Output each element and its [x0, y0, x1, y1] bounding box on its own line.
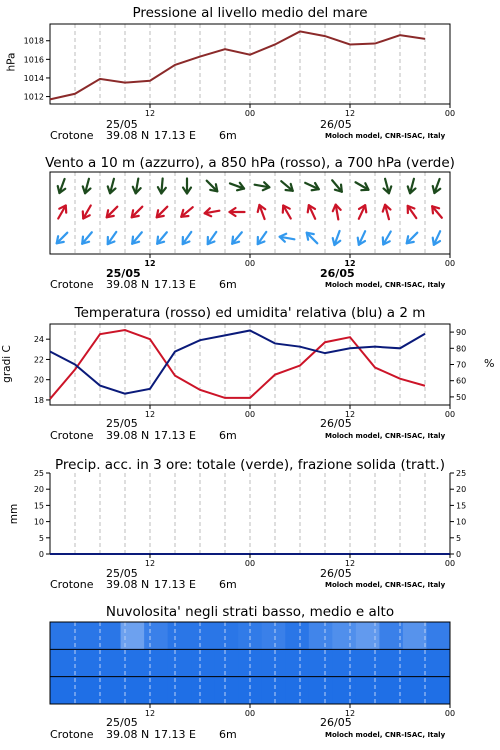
x-tick-label: 00 [444, 259, 456, 268]
cloud-cell [168, 622, 192, 649]
wind-date-1: 25/05 [106, 267, 141, 280]
wind-arrow [157, 232, 167, 243]
cloud-cell [121, 622, 145, 649]
wind-lat: 39.08 N [106, 278, 150, 291]
wind-arrow [57, 233, 68, 244]
wind-title: Vento a 10 m (azzurro), a 850 hPa (rosso), a 700 hPa (verde) [45, 155, 455, 171]
cloud-cell [215, 649, 239, 676]
cloud-lon: 17.13 E [154, 728, 196, 741]
cloud-cell [309, 622, 333, 649]
wind-arrow [383, 232, 391, 245]
wind-arrow [108, 232, 117, 244]
precip-elevation: 6m [219, 578, 237, 591]
cloud-cell [403, 677, 427, 704]
x-tick-label: 12 [144, 559, 156, 568]
pressure-date-1: 25/05 [106, 118, 138, 131]
pressure-line [50, 31, 425, 99]
wind-date-2: 26/05 [320, 267, 355, 280]
pressure-title: Pressione al livello medio del mare [132, 5, 368, 21]
y2-tick-label: 20 [456, 485, 467, 495]
x-tick-label: 12 [344, 109, 356, 118]
y2-tick-label: 15 [456, 501, 467, 511]
cloud-cell [356, 677, 380, 704]
cloud-credit: Moloch model, CNR-ISAC, Italy [325, 731, 446, 739]
wind-arrow [83, 179, 91, 193]
y2-tick-label: 80 [456, 344, 467, 354]
wind-arrow [307, 233, 318, 244]
y2-tick-label: 70 [456, 360, 467, 370]
wind-arrow [408, 206, 417, 218]
y-tick-label: 24 [33, 335, 44, 345]
precip-lat: 39.08 N [106, 578, 150, 591]
cloud-cell [74, 649, 98, 676]
cloud-title: Nuvolosita' negli strati basso, medio e alto [105, 604, 395, 620]
wind-arrow [383, 205, 391, 219]
wind-arrow [132, 207, 143, 218]
pressure-location: Crotone [50, 129, 94, 142]
wind-arrow [308, 205, 315, 219]
x-tick-label: 00 [444, 109, 456, 118]
x-tick-label: 00 [244, 709, 256, 718]
cloud-cell [426, 649, 450, 676]
y-tick-label: 15 [33, 501, 44, 511]
wind-arrow [232, 232, 242, 243]
precip-location: Crotone [50, 578, 94, 591]
x-tick-label: 12 [144, 709, 156, 718]
cloud-cell [403, 649, 427, 676]
temp-credit: Moloch model, CNR-ISAC, Italy [325, 432, 446, 440]
wind-arrow [107, 207, 118, 218]
wind-arrow [83, 206, 91, 219]
cloud-cell [332, 622, 356, 649]
precip-panel [0, 450, 500, 595]
cloud-cell [74, 622, 98, 649]
y-tick-label: 5 [38, 533, 44, 543]
x-tick-label: 12 [344, 410, 356, 419]
precip-title: Precip. acc. in 3 ore: totale (verde), frazione solida (tratt.) [55, 457, 445, 473]
precip-ylabel: mm [8, 503, 21, 525]
wind-arrow [230, 208, 245, 216]
y2-tick-label: 5 [456, 533, 462, 543]
wind-arrow [258, 205, 266, 219]
y2-tick-label: 90 [456, 328, 467, 338]
cloud-cell [168, 677, 192, 704]
wind-arrow [432, 206, 442, 217]
wind-arrow [433, 179, 441, 193]
temp-date-1: 25/05 [106, 417, 138, 430]
cloud-cell [144, 677, 168, 704]
cloud-cell [426, 677, 450, 704]
y2-tick-label: 60 [456, 376, 467, 386]
cloud-elevation: 6m [219, 728, 237, 741]
x-tick-label: 12 [344, 709, 356, 718]
precip-date-2: 26/05 [320, 567, 352, 580]
y-tick-label: 1018 [23, 36, 44, 46]
x-tick-label: 00 [244, 259, 256, 268]
y2-tick-label: 50 [456, 392, 467, 402]
y2-tick-label: 0 [456, 550, 462, 559]
cloud-cell [168, 649, 192, 676]
cloud-cell [356, 649, 380, 676]
temp-title: Temperatura (rosso) ed umidita' relativa (blu) a 2 m [74, 305, 426, 321]
cloud-cell [285, 622, 309, 649]
cloud-lat: 39.08 N [106, 728, 150, 741]
cloud-cell [191, 622, 215, 649]
pressure-date-2: 26/05 [320, 118, 352, 131]
wind-arrow [133, 179, 141, 194]
wind-arrow [408, 179, 416, 193]
temp-lon: 17.13 E [154, 429, 196, 442]
cloud-cell [144, 622, 168, 649]
x-tick-label: 00 [244, 559, 256, 568]
wind-arrow [183, 179, 191, 194]
pressure-lon: 17.13 E [154, 129, 196, 142]
wind-arrow [205, 208, 220, 216]
cloud-cell [50, 622, 74, 649]
y-tick-label: 1016 [23, 55, 44, 65]
wind-arrow [258, 232, 267, 244]
temp-lat: 39.08 N [106, 429, 150, 442]
cloud-cell [426, 622, 450, 649]
x-tick-label: 12 [144, 259, 156, 268]
y-tick-label: 18 [33, 395, 44, 405]
wind-arrow [333, 231, 341, 245]
wind-arrow [332, 180, 342, 191]
wind-arrow [280, 234, 295, 242]
cloud-date-2: 26/05 [320, 716, 352, 729]
temp-plot [0, 300, 500, 445]
cloud-date-1: 25/05 [106, 716, 138, 729]
x-tick-label: 12 [144, 109, 156, 118]
cloud-cell [50, 677, 74, 704]
cloud-cell [403, 622, 427, 649]
cloud-cell [309, 649, 333, 676]
pressure-credit: Moloch model, CNR-ISAC, Italy [325, 132, 446, 140]
cloud-cell [262, 677, 286, 704]
wind-arrow [384, 179, 392, 193]
wind-arrow [207, 181, 218, 192]
wind-lon: 17.13 E [154, 278, 196, 291]
pressure-plot [0, 0, 500, 145]
wind-arrow [158, 179, 166, 194]
cloud-cell [332, 677, 356, 704]
y-tick-label: 1012 [23, 92, 44, 102]
pressure-elevation: 6m [219, 129, 237, 142]
cloud-location: Crotone [50, 728, 94, 741]
y-tick-label: 20 [33, 375, 44, 385]
temp-date-2: 26/05 [320, 417, 352, 430]
cloud-cell [215, 677, 239, 704]
cloud-cell [285, 649, 309, 676]
temp-location: Crotone [50, 429, 94, 442]
x-tick-label: 12 [344, 259, 356, 268]
cloud-cell [121, 649, 145, 676]
cloud-cell [332, 649, 356, 676]
cloud-cell [97, 649, 121, 676]
plot-frame [50, 24, 450, 104]
wind-arrow [58, 206, 66, 219]
cloud-cell [121, 677, 145, 704]
cloud-cell [191, 677, 215, 704]
x-tick-label: 00 [244, 410, 256, 419]
y-tick-label: 22 [33, 355, 44, 365]
wind-arrow [181, 207, 192, 217]
plot-frame [50, 324, 450, 405]
temp-ylabel: gradi C [0, 345, 13, 383]
cloud-cell [97, 677, 121, 704]
wind-arrow [356, 182, 369, 190]
cloud-cell [262, 649, 286, 676]
wind-panel [0, 150, 500, 295]
x-tick-label: 00 [444, 709, 456, 718]
temp-panel [0, 300, 500, 445]
wind-arrow [132, 232, 142, 243]
x-tick-label: 00 [244, 109, 256, 118]
cloud-cell [191, 649, 215, 676]
y-tick-label: 10 [33, 517, 44, 527]
wind-credit: Moloch model, CNR-ISAC, Italy [325, 281, 446, 289]
wind-arrow [407, 233, 418, 244]
humidity-line [50, 330, 425, 393]
cloud-cell [50, 649, 74, 676]
wind-arrow [305, 183, 319, 190]
x-tick-label: 12 [144, 410, 156, 419]
cloud-panel [0, 600, 500, 750]
wind-arrow [58, 179, 66, 193]
rh-ylabel: % [484, 357, 495, 370]
cloud-cell [144, 649, 168, 676]
cloud-cell [74, 677, 98, 704]
y2-tick-label: 10 [456, 517, 467, 527]
precip-credit: Moloch model, CNR-ISAC, Italy [325, 581, 446, 589]
pressure-ylabel: hPa [5, 52, 18, 72]
pressure-panel [0, 0, 500, 145]
wind-arrow [82, 232, 92, 243]
cloud-cell [262, 622, 286, 649]
wind-plot [0, 150, 500, 295]
wind-arrow [157, 207, 168, 218]
y-tick-label: 20 [33, 485, 44, 495]
x-tick-label: 00 [444, 410, 456, 419]
x-tick-label: 00 [444, 559, 456, 568]
x-tick-label: 12 [344, 559, 356, 568]
cloud-cell [309, 677, 333, 704]
cloud-cell [215, 622, 239, 649]
pressure-lat: 39.08 N [106, 129, 150, 142]
wind-arrow [433, 231, 440, 245]
y2-tick-label: 25 [456, 469, 467, 478]
cloud-cell [356, 622, 380, 649]
wind-arrow [358, 231, 365, 245]
y-tick-label: 25 [33, 469, 44, 478]
y-tick-label: 1014 [23, 73, 44, 83]
cloud-cell [97, 622, 121, 649]
wind-arrow [230, 183, 244, 191]
precip-plot [0, 450, 500, 595]
wind-arrow [208, 232, 217, 244]
wind-arrow [281, 181, 292, 191]
wind-location: Crotone [50, 278, 94, 291]
wind-arrow [255, 182, 270, 190]
wind-arrow [283, 206, 291, 219]
wind-arrow [183, 232, 192, 244]
wind-elevation: 6m [219, 278, 237, 291]
wind-arrow [359, 205, 366, 219]
y-tick-label: 0 [38, 550, 44, 559]
temp-elevation: 6m [219, 429, 237, 442]
wind-arrow [108, 179, 116, 193]
precip-lon: 17.13 E [154, 578, 196, 591]
precip-date-1: 25/05 [106, 567, 138, 580]
wind-arrow [333, 205, 341, 220]
cloud-cell [285, 677, 309, 704]
